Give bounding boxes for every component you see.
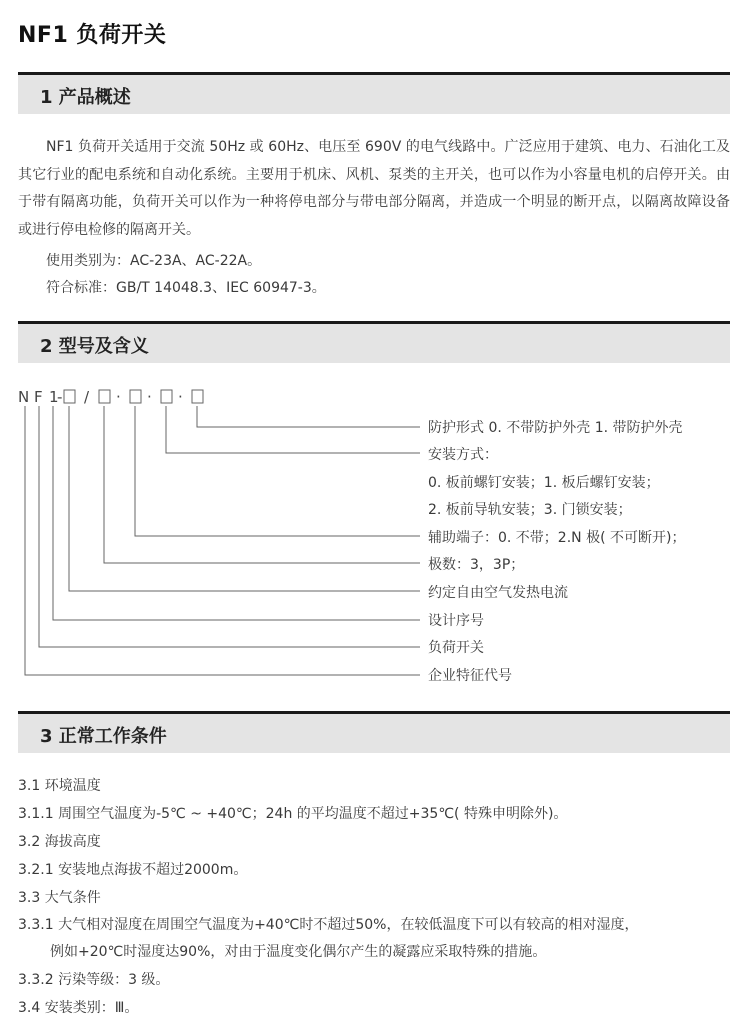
leader-mount <box>166 406 420 453</box>
leader-protection <box>197 406 420 427</box>
model-char: / <box>84 388 90 406</box>
leader-load-switch <box>39 406 420 647</box>
leader-design <box>53 406 420 620</box>
section-title: 3 正常工作条件 <box>40 726 167 747</box>
label-protection: 防护形式 0. 不带防护外壳 1. 带防护外壳 <box>428 420 683 436</box>
label-design-number: 设计序号 <box>428 613 484 629</box>
condition-line: 3.3.1 大气相对湿度在周围空气温度为+40℃时不超过50%，在较低温度下可以有较高的相对湿度， <box>18 917 639 933</box>
model-char: - <box>57 388 63 406</box>
label-load-switch: 负荷开关 <box>428 640 484 656</box>
model-box-current <box>64 390 75 403</box>
model-box-protection <box>192 390 203 403</box>
section-title: 2 型号及含义 <box>40 336 149 357</box>
compliance-standard: 符合标准：GB/T 14048.3、IEC 60947-3。 <box>46 280 326 296</box>
model-box-aux <box>130 390 141 403</box>
section-title: 1 产品概述 <box>40 87 131 108</box>
leader-aux <box>135 406 420 536</box>
model-char: · <box>147 388 152 406</box>
label-mount: 安装方式： <box>428 447 498 463</box>
condition-line: 例如+20℃时湿度达90%，对由于温度变化偶尔产生的凝露应采取特殊的措施。 <box>50 944 547 960</box>
label-thermal-current: 约定自由空气发热电流 <box>428 585 568 601</box>
condition-line: 3.4 安装类别：Ⅲ。 <box>18 1000 139 1016</box>
condition-line: 3.3 大气条件 <box>18 890 101 906</box>
model-char: 1 <box>49 388 59 406</box>
label-mount-options-2: 2. 板前导轨安装；3. 门锁安装； <box>428 502 632 518</box>
section-header-model <box>18 321 730 363</box>
label-mount-options-1: 0. 板前螺钉安装；1. 板后螺钉安装； <box>428 475 660 491</box>
leader-poles <box>104 406 420 563</box>
label-enterprise-code: 企业特征代号 <box>428 668 512 684</box>
label-aux-terminal: 辅助端子：0. 不带；2.N 极( 不可断开)； <box>428 530 686 546</box>
model-box-mount <box>161 390 172 403</box>
leader-enterprise <box>25 406 420 675</box>
model-char: · <box>116 388 121 406</box>
model-diagram <box>0 380 750 690</box>
page-title: NF1 负荷开关 <box>18 23 167 48</box>
model-char: · <box>178 388 183 406</box>
condition-line: 3.1.1 周围空气温度为-5℃ ~ +40℃；24h 的平均温度不超过+35℃( 特殊申明除外)。 <box>18 806 568 822</box>
model-box-poles <box>99 390 110 403</box>
condition-line: 3.2 海拔高度 <box>18 834 101 850</box>
condition-line: 3.1 环境温度 <box>18 778 101 794</box>
usage-category: 使用类别为：AC-23A、AC-22A。 <box>46 253 262 269</box>
label-poles: 极数：3，3P； <box>428 557 525 573</box>
section-header-overview <box>18 72 730 114</box>
model-char: N <box>18 388 30 406</box>
condition-line: 3.2.1 安装地点海拔不超过2000m。 <box>18 862 248 878</box>
overview-text <box>18 134 730 244</box>
condition-line: 3.3.2 污染等级：3 级。 <box>18 972 170 988</box>
section-header-conditions <box>18 711 730 753</box>
overview-paragraph: NF1 负荷开关适用于交流 50Hz 或 60Hz、电压至 690V 的电气线路中。广泛应用于建筑、电力、石油化工及其它行业的配电系统和自动化系统。主要用于机床、风机、泵类的主开关，也可以作为小容量电机的启停开关。由于带有隔离功能，负荷开关可以作为一种将停电部分与带电部分隔离，并造成一个明显的断开点，以隔离故障设备或进行停电检修的隔离开关。 <box>18 139 730 238</box>
model-char: F <box>34 388 43 406</box>
